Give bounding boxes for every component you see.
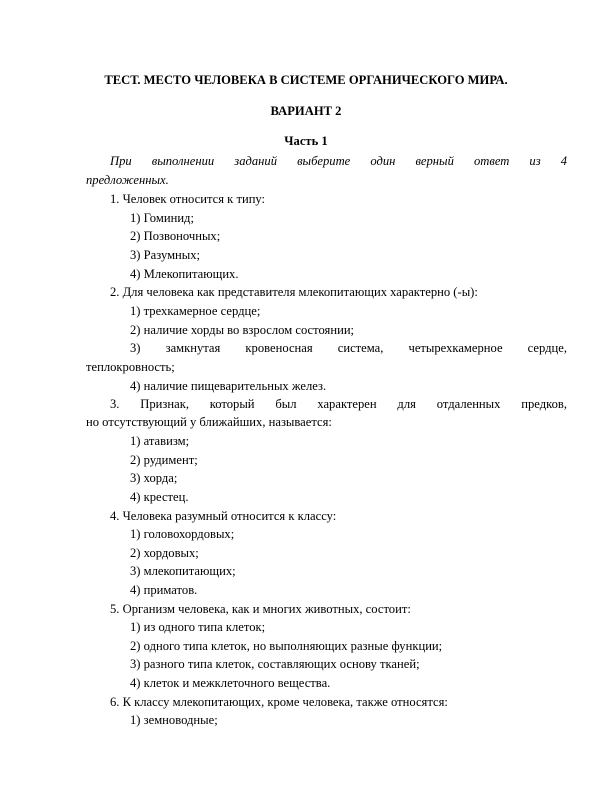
question-5-option-3: 3) разного типа клеток, составляющих основу тканей; bbox=[130, 657, 420, 671]
question-4-text: 4. Человека разумный относится к классу: bbox=[110, 509, 337, 523]
document-title: ТЕСТ. МЕСТО ЧЕЛОВЕКА В СИСТЕМЕ ОРГАНИЧЕСКОГО МИРА. bbox=[104, 73, 508, 87]
question-3-option-3: 3) хорда; bbox=[130, 471, 178, 485]
question-1-option-4: 4) Млекопитающих. bbox=[130, 267, 239, 281]
question-3-option-4: 4) крестец. bbox=[130, 490, 189, 504]
question-4-option-2: 2) хордовых; bbox=[130, 546, 199, 560]
question-3-option-2: 2) рудимент; bbox=[130, 453, 198, 467]
question-6-text: 6. К классу млекопитающих, кроме человека, также относятся: bbox=[110, 695, 448, 709]
question-4-option-4: 4) приматов. bbox=[130, 583, 198, 597]
question-1-text: 1. Человек относится к типу: bbox=[110, 192, 266, 206]
question-1-option-3: 3) Разумных; bbox=[130, 248, 201, 262]
instruction-line-1: При выполнении заданий выберите один верный ответ из 4 bbox=[110, 155, 567, 168]
question-3-option-1: 1) атавизм; bbox=[130, 434, 190, 448]
question-2-option-2: 2) наличие хорды во взрослом состоянии; bbox=[130, 323, 355, 337]
part-heading: Часть 1 bbox=[284, 134, 328, 148]
question-3-text-line-2: но отсутствующий у ближайших, называется: bbox=[86, 415, 332, 429]
question-2-option-1: 1) трехкамерное сердце; bbox=[130, 304, 261, 318]
question-4-option-1: 1) головохордовых; bbox=[130, 527, 235, 541]
instruction-line-2: предложенных. bbox=[86, 173, 169, 187]
question-2-option-3-continued: теплокровность; bbox=[86, 360, 175, 374]
question-5-text: 5. Организм человека, как и многих животных, состоит: bbox=[110, 602, 411, 616]
question-5-option-1: 1) из одного типа клеток; bbox=[130, 620, 266, 634]
variant-heading: ВАРИАНТ 2 bbox=[270, 104, 342, 118]
question-5-option-4: 4) клеток и межклеточного вещества. bbox=[130, 676, 331, 690]
question-1-option-1: 1) Гоминид; bbox=[130, 211, 194, 225]
question-6-option-1: 1) земноводные; bbox=[130, 713, 218, 727]
question-2-option-4: 4) наличие пищеварительных желез. bbox=[130, 379, 327, 393]
question-4-option-3: 3) млекопитающих; bbox=[130, 564, 236, 578]
question-5-option-2: 2) одного типа клеток, но выполняющих разные функции; bbox=[130, 639, 443, 653]
question-2-option-3: 3) замкнутая кровеносная система, четырехкамерное сердце, bbox=[130, 342, 567, 355]
question-2-text: 2. Для человека как представителя млекопитающих характерно (-ы): bbox=[110, 285, 478, 299]
question-3-text-line-1: 3. Признак, который был характерен для отдаленных предков, bbox=[110, 398, 567, 411]
question-1-option-2: 2) Позвоночных; bbox=[130, 229, 221, 243]
